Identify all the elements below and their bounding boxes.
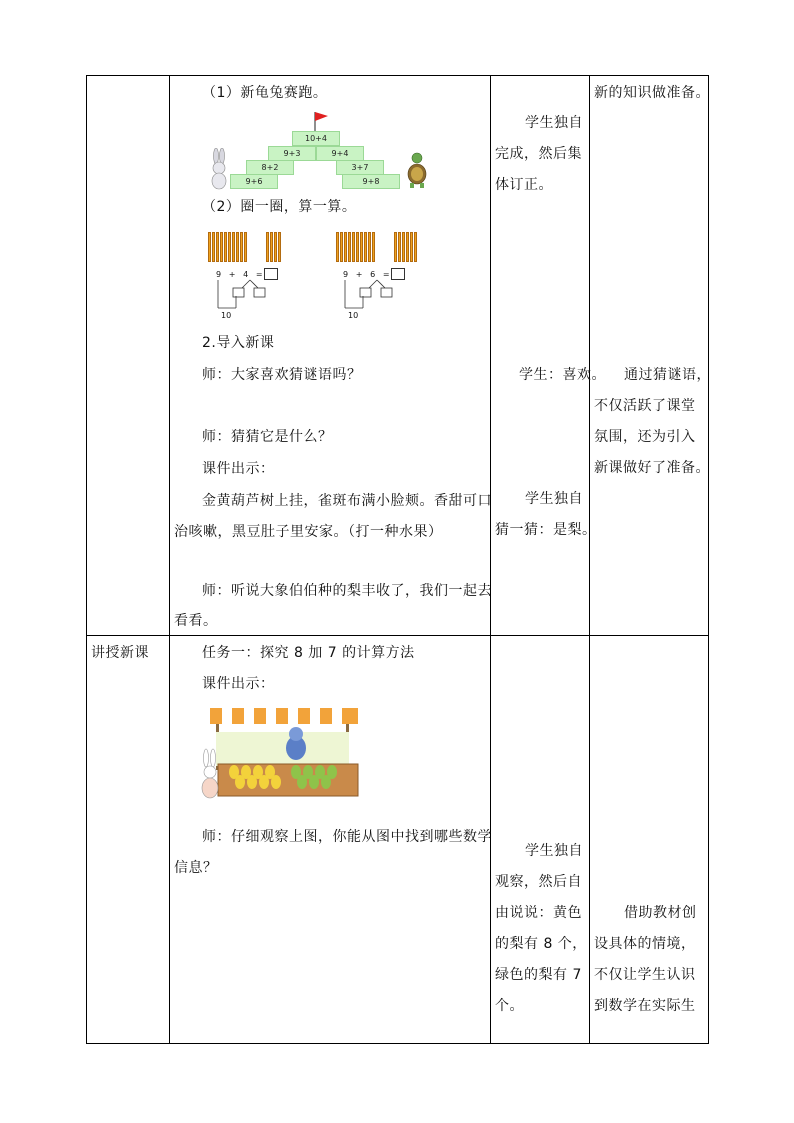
equation-1: 9 + 4 = xyxy=(216,270,263,279)
design-text: 设具体的情境， xyxy=(594,936,696,952)
design-text: 氛围，还为引入 xyxy=(594,429,696,445)
sticks-loose xyxy=(394,232,418,266)
pear-stall-illustration xyxy=(196,702,366,806)
student-text: 观察，然后自 xyxy=(495,874,582,890)
item1-text: （1）新龟兔赛跑。 xyxy=(202,85,328,101)
paragraph: 师：听说大象伯伯种的梨丰收了，我们一起去 xyxy=(202,583,492,599)
paragraph: 课件出示： xyxy=(202,676,275,692)
student-cell xyxy=(491,76,606,636)
paragraph: 师：猜猜它是什么？ xyxy=(202,429,333,445)
student-text: 体订正。 xyxy=(495,177,553,193)
paragraph: 师：大家喜欢猜谜语吗？ xyxy=(202,367,362,383)
item2-text: （2）圈一圈，算一算。 xyxy=(202,199,357,215)
student-text: 学生独自 xyxy=(525,491,583,507)
pyramid-block: 10+4 xyxy=(292,131,340,146)
section-heading: 2.导入新课 xyxy=(202,335,275,351)
pyramid-block: 9+3 xyxy=(268,146,316,161)
lesson-plan-table xyxy=(86,75,709,1044)
design-text: 不仅让学生认识 xyxy=(594,967,696,983)
pyramid-block: 8+2 xyxy=(246,160,294,175)
activity-cell xyxy=(170,636,491,1044)
student-cell xyxy=(491,636,590,1044)
table-row xyxy=(87,76,709,636)
design-text: 通过猜谜语， xyxy=(624,367,711,383)
design-text: 借助教材创 xyxy=(624,905,697,921)
rabbit-icon xyxy=(208,148,230,190)
design-text: 新的知识做准备。 xyxy=(594,85,710,101)
paragraph: 信息？ xyxy=(174,860,218,876)
student-text: 由说说：黄色 xyxy=(495,905,582,921)
student-text: 绿色的梨有 7 xyxy=(495,967,582,983)
design-text: 新课做好了准备。 xyxy=(594,460,710,476)
task-heading: 任务一：探究 8 加 7 的计算方法 xyxy=(202,645,415,661)
turtle-icon xyxy=(406,152,428,190)
decompose-diagram xyxy=(214,278,274,314)
student-text: 的梨有 8 个， xyxy=(495,936,587,952)
activity-cell xyxy=(170,76,491,636)
student-text: 完成，然后集 xyxy=(495,146,582,162)
paragraph: 看看。 xyxy=(174,613,218,629)
equation-2: 9 + 6 = xyxy=(343,270,390,279)
paragraph: 金黄葫芦树上挂，雀斑布满小脸颊。香甜可口 xyxy=(202,493,492,509)
sticks-loose xyxy=(266,232,282,266)
paragraph: 治咳嗽，黑豆肚子里安家。（打一种水果） xyxy=(174,524,443,540)
ten-label: 10 xyxy=(221,311,232,320)
decompose-diagram xyxy=(341,278,401,314)
student-text: 学生独自 xyxy=(525,843,583,859)
stage-cell xyxy=(87,76,170,636)
paragraph: 课件出示： xyxy=(202,461,275,477)
pyramid-block: 9+4 xyxy=(316,146,364,161)
stage-cell xyxy=(87,636,170,1044)
paragraph: 师：仔细观察上图，你能从图中找到哪些数学 xyxy=(202,829,492,845)
student-text: 学生独自 xyxy=(525,115,583,131)
pyramid-block: 9+8 xyxy=(342,174,400,189)
sticks-bundle xyxy=(336,232,376,266)
sticks-bundle xyxy=(208,232,248,266)
student-text: 猜一猜：是梨。 xyxy=(495,522,597,538)
ten-label: 10 xyxy=(348,311,359,320)
design-cell xyxy=(590,76,709,636)
table-row xyxy=(87,636,709,1044)
pyramid-block: 9+6 xyxy=(230,174,278,189)
student-text: 学生：喜欢。 xyxy=(519,367,606,383)
pyramid-block: 3+7 xyxy=(336,160,384,175)
student-text: 个。 xyxy=(495,998,524,1014)
stage-label: 讲授新课 xyxy=(91,645,149,661)
design-text: 到数学在实际生 xyxy=(594,998,696,1014)
design-text: 不仅活跃了课堂 xyxy=(594,398,696,414)
design-cell xyxy=(590,636,709,1044)
